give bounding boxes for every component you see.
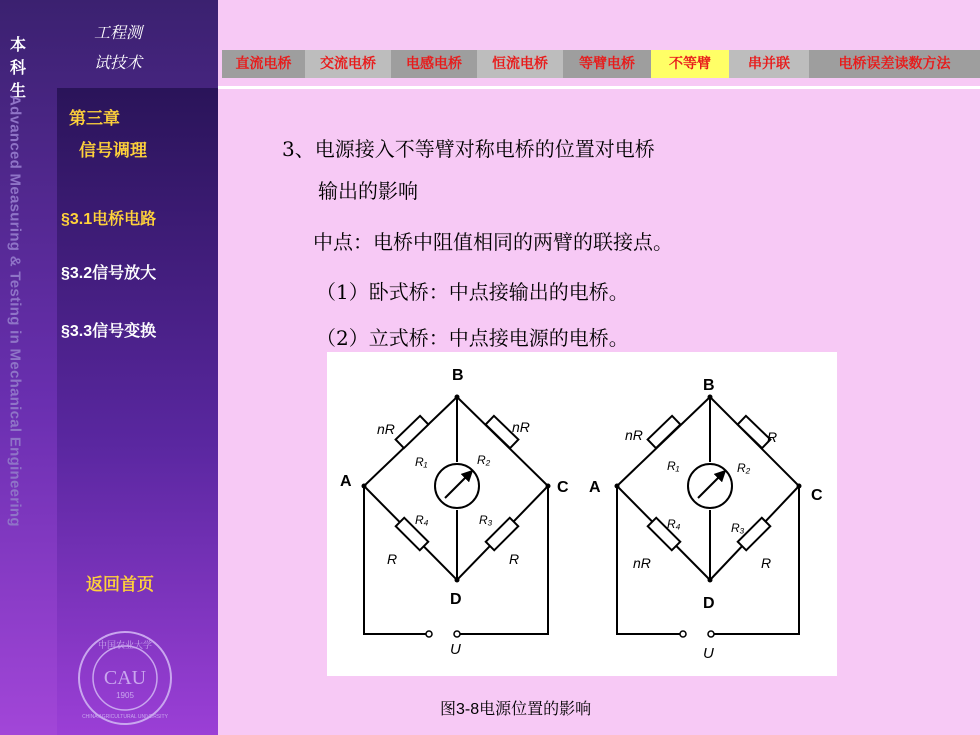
left-node-b: B — [452, 367, 464, 384]
section-heading-line1: 3、电源接入不等臂对称电桥的位置对电桥 — [282, 137, 655, 161]
section-tabs — [222, 50, 980, 78]
logo-line-2: 工程测 — [94, 23, 143, 42]
tab-bridge-error-reading[interactable]: 电桥误差读数方法 — [809, 50, 980, 78]
logo-line-3: 试技术 — [94, 53, 143, 72]
tab-equal-arm-bridge[interactable]: 等臂电桥 — [563, 50, 651, 78]
right-node-a: A — [589, 479, 601, 496]
tab-series-parallel[interactable]: 串并联 — [729, 50, 809, 78]
svg-text:1905: 1905 — [116, 691, 134, 700]
left-resistor-value-r1: nR — [377, 421, 395, 437]
left-resistor-name-r2: R₂ — [477, 453, 491, 467]
definition-text: 中点：电桥中阻值相同的两臂的联接点。 — [313, 230, 673, 254]
right-resistor-name-r2: R₂ — [737, 461, 751, 475]
logo-line-1: 本科生 — [10, 35, 27, 100]
tab-dc-bridge[interactable]: 直流电桥 — [222, 50, 305, 78]
right-resistor-name-r1: R₁ — [667, 459, 680, 473]
left-node-a: A — [340, 473, 352, 490]
chapter-number: 第三章 — [69, 109, 120, 129]
bridge-circuit-figure — [327, 352, 837, 676]
left-resistor-value-r2: nR — [512, 419, 530, 435]
chapter-title: 信号调理 — [79, 141, 147, 161]
figure-caption: 图3-8电源位置的影响 — [440, 701, 592, 718]
right-resistor-name-r3: R₃ — [731, 521, 745, 535]
right-node-c: C — [811, 487, 823, 504]
right-resistor-value-r2: R — [767, 429, 778, 445]
left-resistor-name-r1: R₁ — [415, 455, 428, 469]
right-node-d: D — [703, 595, 715, 612]
svg-text:CAU: CAU — [103, 667, 147, 689]
left-node-d: D — [450, 591, 462, 608]
left-source-u: U — [450, 641, 461, 658]
nav-item-signal-amplify[interactable]: §3.2信号放大 — [61, 265, 157, 282]
vertical-course-title — [2, 95, 28, 635]
right-resistor-value-r1: nR — [625, 427, 643, 443]
left-resistor-name-r3: R₃ — [479, 513, 493, 527]
university-emblem — [75, 628, 175, 728]
left-resistor-value-r3: R — [509, 551, 520, 567]
home-link[interactable]: 返回首页 — [86, 575, 154, 594]
right-resistor-value-r4: nR — [633, 555, 651, 571]
right-source-u: U — [703, 645, 714, 662]
tab-inductance-bridge[interactable]: 电感电桥 — [391, 50, 477, 78]
list-item-vertical-bridge: （2）立式桥：中点接电源的电桥。 — [316, 326, 629, 350]
list-item-horizontal-bridge: （1）卧式桥：中点接输出的电桥。 — [316, 280, 629, 304]
left-resistor-name-r4: R₄ — [415, 513, 429, 527]
right-resistor-name-r4: R₄ — [667, 517, 681, 531]
vertical-title-text: Advanced Measuring & Testing in Mechanical Engineering — [6, 95, 24, 527]
nav-item-signal-transform[interactable]: §3.3信号变换 — [61, 323, 157, 340]
right-resistor-value-r3: R — [761, 555, 772, 571]
left-resistor-value-r4: R — [387, 551, 398, 567]
tab-unequal-arm[interactable]: 不等臂 — [651, 50, 729, 78]
tab-constant-current-bridge[interactable]: 恒流电桥 — [477, 50, 563, 78]
svg-text:CHINA AGRICULTURAL UNIVERSITY: CHINA AGRICULTURAL UNIVERSITY — [82, 714, 168, 720]
section-heading-line2: 输出的影响 — [318, 179, 418, 203]
right-node-b: B — [703, 377, 715, 394]
nav-item-bridge-circuit[interactable]: §3.1电桥电路 — [61, 211, 157, 228]
left-node-c: C — [557, 479, 569, 496]
top-divider — [218, 86, 980, 89]
svg-text:中国农业大学: 中国农业大学 — [97, 641, 153, 651]
tab-ac-bridge[interactable]: 交流电桥 — [305, 50, 391, 78]
